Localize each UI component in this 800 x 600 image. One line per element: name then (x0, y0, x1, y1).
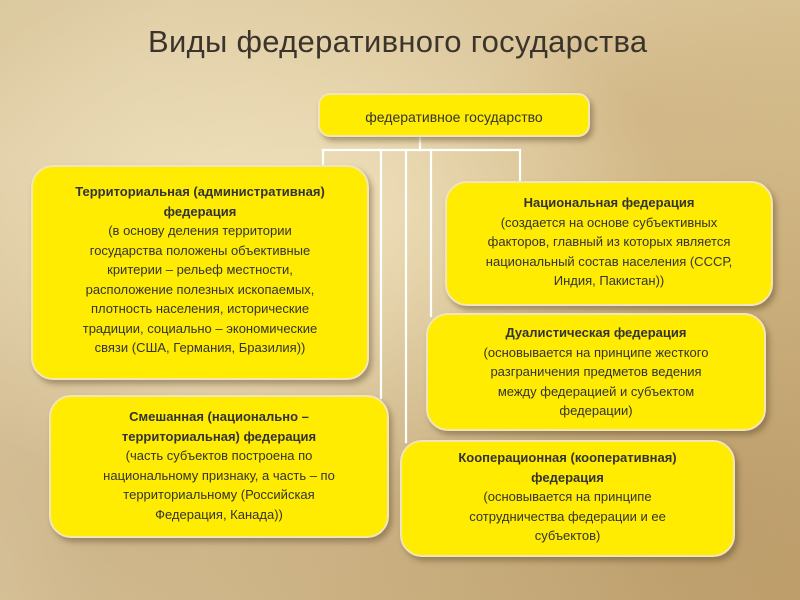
national-heading-line: Национальная федерация (523, 195, 695, 210)
territorial-heading-line: федерация (163, 203, 237, 219)
national-body-line: Индия, Пакистан)) (553, 273, 665, 288)
territorial-body-line: расположение полезных ископаемых, (85, 281, 315, 297)
territorial-body-line: плотность населения, исторические (90, 301, 310, 316)
coop-body-line: сотрудничества федерации и ее (469, 508, 666, 524)
coop-heading-line: федерация (531, 469, 604, 485)
coop-body-line: субъектов) (534, 528, 601, 543)
page-title: Виды федеративного государства (148, 24, 648, 59)
territorial-body-line: традиции, социально – экономические (82, 320, 318, 336)
territorial-body-line: связи (США, Германия, Бразилия)) (94, 340, 306, 355)
box-national-federation (445, 181, 773, 306)
territorial-body-line: критерии – рельеф местности, (107, 262, 293, 277)
box-mixed-federation (49, 395, 389, 538)
dualist-heading-line: Дуалистическая федерация (505, 325, 687, 340)
national-body-line: национальный состав населения (СССР, (485, 253, 733, 269)
territorial-body-line: (в основу деления территории (108, 223, 292, 238)
mixed-body-line: территориальному (Российская (123, 487, 315, 502)
coop-body-line: (основывается на принципе (483, 489, 652, 504)
mixed-body-line: (часть субъектов построена по (125, 448, 313, 463)
mixed-body-line: национальному признаку, а часть – по (103, 467, 335, 483)
dualist-body-line: разграничения предметов ведения (490, 364, 702, 379)
national-body-line: (создается на основе субъективных (500, 214, 718, 230)
dualist-body-line: между федерацией и субъектом (497, 383, 695, 399)
dualist-body-line: федерации) (559, 403, 633, 418)
root-label: федеративное государство (365, 109, 543, 125)
territorial-heading-line: Территориальная (административная) (75, 184, 325, 199)
root-box-federal-state (318, 93, 590, 137)
national-body-line: факторов, главный из которых является (487, 234, 731, 249)
mixed-heading-line: Смешанная (национально – (129, 409, 309, 424)
mixed-heading-line: территориальная) федерация (121, 428, 317, 444)
mixed-body-line: Федерация, Канада)) (155, 506, 283, 522)
box-cooperative-federation (400, 440, 735, 557)
dualist-body-line: (основывается на принципе жесткого (483, 344, 709, 360)
coop-heading-line: Кооперационная (кооперативная) (458, 450, 677, 465)
box-territorial-federation (31, 165, 369, 380)
box-dualist-federation (426, 313, 766, 431)
territorial-body-line: государства положены объективные (89, 242, 311, 258)
